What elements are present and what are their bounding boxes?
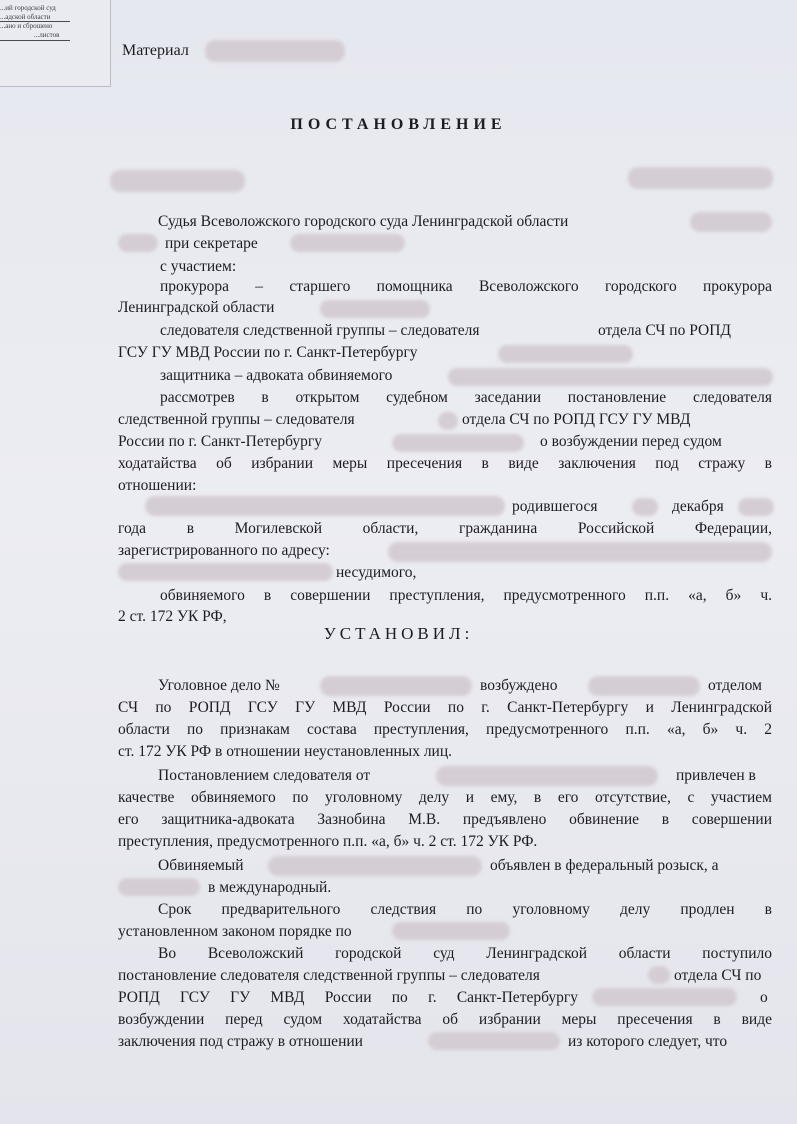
text-line: отношении: [118, 477, 197, 494]
text-line: 2 ст. 172 УК РФ, [118, 608, 227, 625]
redaction [498, 345, 633, 363]
text-line: родившегося [512, 498, 598, 515]
redaction [290, 234, 405, 252]
text-line: Срок предварительного следствия по уголовному делу продлен в [158, 901, 772, 918]
redaction [436, 766, 658, 786]
section-title-ustanovil: УСТАНОВИЛ: [323, 624, 474, 643]
court-registration-stamp [0, 0, 111, 87]
text-line: из которого следует, что [568, 1033, 728, 1050]
text-line: года в Могилевской области, гражданина Российской Федерации, [118, 520, 772, 537]
text-line: преступления, предусмотренного п.п. «а, б» ч. 2 ст. 172 УК РФ. [118, 833, 538, 850]
text-line: ходатайства об избрании меры пресечения в виде заключения под стражу в [118, 455, 772, 472]
redaction [448, 368, 773, 386]
redaction [118, 563, 333, 581]
text-line: в международный. [208, 879, 332, 896]
text-line: постановление следователя следственной группы – следователя [118, 967, 540, 984]
text-line: Обвиняемый [158, 857, 244, 874]
text-line: отдела СЧ по [674, 967, 762, 984]
redaction [588, 676, 700, 696]
text-line: возбуждении перед судом ходатайства об избрании меры пресечения в виде [118, 1011, 772, 1028]
redaction [738, 498, 774, 516]
text-line: России по г. Санкт-Петербургу [118, 433, 323, 450]
text-line: заключения под стражу в отношении [118, 1033, 363, 1050]
redaction [428, 1032, 560, 1050]
redaction [592, 988, 737, 1006]
text-line: отдела СЧ по РОПД [598, 322, 731, 339]
document-title: ПОСТАНОВЛЕНИЕ [290, 116, 507, 133]
redaction [320, 676, 472, 696]
text-line: следователя следственной группы – следователя [160, 322, 480, 339]
text-line: о [760, 989, 768, 1006]
redaction [118, 234, 158, 252]
stamp-rule [0, 21, 70, 22]
material-label: Материал [122, 42, 189, 59]
text-line: обвиняемого в совершении преступления, предусмотренного п.п. «а, б» ч. [160, 587, 772, 604]
text-line: ГСУ ГУ МВД России по г. Санкт-Петербургу [118, 344, 418, 361]
stamp-line: ...листов [34, 31, 60, 39]
text-line: о возбуждении перед судом [540, 433, 722, 450]
redaction [388, 542, 772, 562]
redaction [648, 966, 670, 984]
text-line: его защитника-адвоката Зазнобина М.В. предъявлено обвинение в совершении [118, 811, 772, 828]
redaction [628, 167, 773, 189]
stamp-line: ...адской области [0, 13, 51, 21]
text-line: несудимого, [336, 564, 417, 581]
text-line: установленном законом порядке по [118, 923, 352, 940]
text-line: следственной группы – следователя [118, 411, 355, 428]
text-line: защитника – адвоката обвиняемого [160, 367, 393, 384]
text-line: Ленинградской области [118, 299, 275, 316]
redaction [392, 434, 524, 452]
redaction [268, 856, 482, 876]
text-line: РОПД ГСУ ГУ МВД России по г. Санкт-Петербургу [118, 989, 578, 1006]
text-line: объявлен в федеральный розыск, а [490, 857, 719, 874]
text-line: Постановлением следователя от [158, 767, 371, 784]
text-line: Уголовное дело № [158, 677, 280, 694]
redaction [690, 212, 772, 232]
text-line: Судья Всеволожского городского суда Ленинградской области [158, 213, 569, 230]
redaction [320, 300, 430, 318]
redaction [110, 170, 245, 192]
redaction [145, 496, 505, 516]
stamp-line: ...ий городской суд [0, 4, 56, 12]
redaction [632, 498, 658, 516]
text-line: декабря [672, 498, 724, 515]
text-line: качестве обвиняемого по уголовному делу и ему, в его отсутствие, с участием [118, 789, 772, 806]
text-line: прокурора – старшего помощника Всеволожского городского прокурора [160, 278, 772, 295]
stamp-line: ...ано и сброшено [0, 22, 53, 30]
text-line: СЧ по РОПД ГСУ ГУ МВД России по г. Санкт-Петербургу и Ленинградской [118, 699, 772, 716]
text-line: ст. 172 УК РФ в отношении неустановленных лиц. [118, 743, 453, 760]
text-line: Во Всеволожский городской суд Ленинградской области поступило [158, 945, 772, 962]
redaction [118, 878, 200, 896]
text-line: области по признакам состава преступления, предусмотренного п.п. «а, б» ч. 2 [118, 721, 772, 738]
text-line: с участием: [160, 258, 237, 275]
text-line: рассмотрев в открытом судебном заседании постановление следователя [160, 389, 772, 406]
text-line: отделом [708, 677, 762, 694]
text-line: зарегистрированного по адресу: [118, 542, 330, 559]
text-line: привлечен в [676, 767, 756, 784]
redaction [438, 412, 458, 430]
text-line: при секретаре [165, 235, 258, 252]
stamp-rule [0, 40, 70, 41]
text-line: отдела СЧ по РОПД ГСУ ГУ МВД [462, 411, 691, 428]
redaction [205, 40, 345, 62]
text-line: возбуждено [480, 677, 558, 694]
redaction [392, 922, 510, 940]
